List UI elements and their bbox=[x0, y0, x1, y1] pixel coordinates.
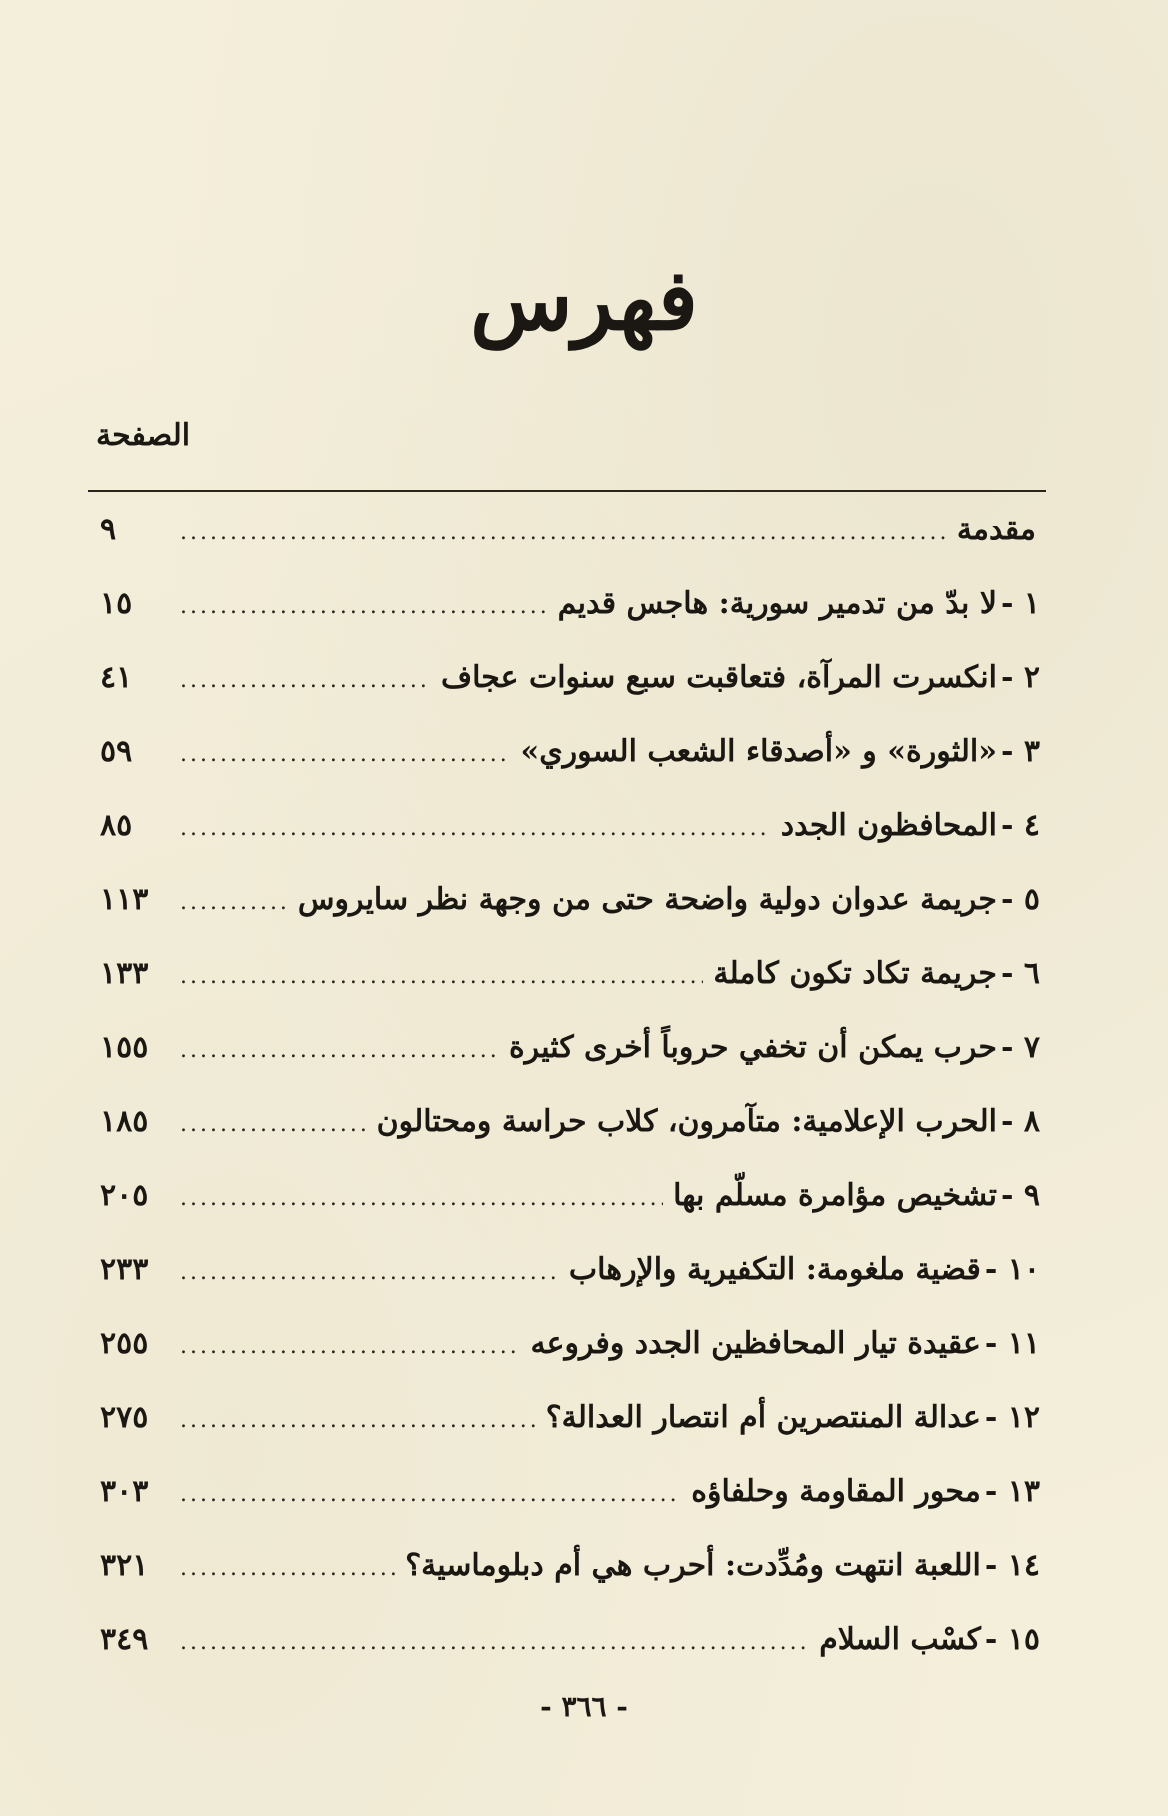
toc-entry-number: ١٣ - bbox=[984, 1474, 1040, 1509]
toc-entry-page: ٨٥ bbox=[100, 808, 133, 843]
toc-entry-page: ١١٣ bbox=[100, 882, 149, 917]
toc-entry-title: جريمة تكاد تكون كاملة bbox=[713, 956, 997, 991]
toc-entry bbox=[100, 586, 1040, 660]
toc-leader-dots bbox=[180, 1556, 395, 1581]
toc-entry bbox=[100, 808, 1040, 882]
toc-leader-dots bbox=[180, 1334, 520, 1359]
toc-entry-title: لا بدّ من تدمير سورية: هاجس قديم bbox=[557, 586, 997, 621]
toc-entry bbox=[100, 1474, 1040, 1548]
toc-entry-page: ١٨٥ bbox=[100, 1104, 149, 1139]
toc-entry bbox=[100, 1400, 1040, 1474]
toc-entry-number: ٩ - bbox=[1000, 1178, 1040, 1213]
toc-entry-page: ٢٣٣ bbox=[100, 1252, 149, 1287]
toc-leader-dots bbox=[180, 594, 548, 619]
toc-entry-number: ٤ - bbox=[1000, 808, 1040, 843]
toc-entry-page: ٥٩ bbox=[100, 734, 133, 769]
toc-entry bbox=[100, 1252, 1040, 1326]
toc-entry-page: ٣٢١ bbox=[100, 1548, 149, 1583]
toc-entry-page: ٢٥٥ bbox=[100, 1326, 149, 1361]
toc-entry bbox=[100, 1326, 1040, 1400]
toc-entry-title: مقدمة bbox=[956, 512, 1036, 547]
toc-entry-number: ١٢ - bbox=[984, 1400, 1040, 1435]
toc-entry-number: ١ - bbox=[1000, 586, 1040, 621]
toc-leader-dots bbox=[180, 1482, 681, 1507]
toc-entry-title: الحرب الإعلامية: متآمرون، كلاب حراسة ومحتالون bbox=[376, 1104, 997, 1139]
toc-entry-title: «الثورة» و «أصدقاء الشعب السوري» bbox=[520, 734, 997, 769]
toc-entry bbox=[100, 660, 1040, 734]
toc-leader-dots bbox=[180, 964, 703, 989]
toc-entry-page: ١٥ bbox=[100, 586, 133, 621]
page-column-label: الصفحة bbox=[96, 418, 191, 453]
toc-entry bbox=[100, 1030, 1040, 1104]
toc-entry bbox=[100, 1178, 1040, 1252]
toc-entry-title: المحافظون الجدد bbox=[780, 808, 997, 843]
page-title: فهرس bbox=[470, 250, 698, 349]
toc-leader-dots bbox=[180, 1186, 663, 1211]
page-number: - ٣٦٦ - bbox=[540, 1690, 628, 1723]
toc-entry-title: قضية ملغومة: التكفيرية والإرهاب bbox=[568, 1252, 981, 1287]
toc-entry-number: ١٠ - bbox=[984, 1252, 1040, 1287]
toc-leader-dots bbox=[180, 890, 288, 915]
toc-entry bbox=[100, 882, 1040, 956]
toc-entry bbox=[100, 1104, 1040, 1178]
toc-entry bbox=[100, 956, 1040, 1030]
toc-leader-dots bbox=[180, 1630, 809, 1655]
table-of-contents bbox=[100, 512, 1040, 1696]
toc-entry bbox=[100, 1548, 1040, 1622]
toc-entry-page: ٢٧٥ bbox=[100, 1400, 149, 1435]
toc-entry-number: ٨ - bbox=[1000, 1104, 1040, 1139]
toc-entry-title: اللعبة انتهت ومُدِّدت: أحرب هي أم دبلوماسية؟ bbox=[405, 1548, 981, 1583]
toc-entry-number: ١٤ - bbox=[984, 1548, 1040, 1583]
toc-entry-title: عدالة المنتصرين أم انتصار العدالة؟ bbox=[545, 1400, 981, 1435]
header-rule bbox=[88, 490, 1046, 492]
toc-entry-number: ٧ - bbox=[1000, 1030, 1040, 1065]
toc-leader-dots bbox=[180, 1260, 559, 1285]
toc-entry-number: ١٥ - bbox=[984, 1622, 1040, 1657]
toc-leader-dots bbox=[180, 1038, 499, 1063]
toc-entry-page: ٩ bbox=[100, 512, 117, 547]
toc-leader-dots bbox=[180, 520, 947, 545]
toc-entry-number: ٦ - bbox=[1000, 956, 1040, 991]
toc-entry bbox=[100, 1622, 1040, 1696]
toc-entry-title: جريمة عدوان دولية واضحة حتى من وجهة نظر سايروس bbox=[297, 882, 997, 917]
toc-entry-number: ٣ - bbox=[1000, 734, 1040, 769]
toc-leader-dots bbox=[180, 1112, 367, 1137]
toc-entry-page: ١٣٣ bbox=[100, 956, 149, 991]
toc-entry-title: كسْب السلام bbox=[819, 1622, 981, 1657]
toc-entry-number: ٢ - bbox=[1000, 660, 1040, 695]
toc-entry bbox=[100, 512, 1040, 586]
toc-entry-page: ٢٠٥ bbox=[100, 1178, 149, 1213]
toc-entry-number: ١١ - bbox=[984, 1326, 1040, 1361]
toc-leader-dots bbox=[180, 1408, 536, 1433]
toc-entry-page: ٣٤٩ bbox=[100, 1622, 149, 1657]
toc-entry-page: ٤١ bbox=[100, 660, 133, 695]
toc-entry-number: ٥ - bbox=[1000, 882, 1040, 917]
toc-entry bbox=[100, 734, 1040, 808]
toc-entry-title: محور المقاومة وحلفاؤه bbox=[691, 1474, 981, 1509]
toc-leader-dots bbox=[180, 742, 510, 767]
toc-entry-title: عقيدة تيار المحافظين الجدد وفروعه bbox=[530, 1326, 981, 1361]
toc-entry-title: تشخيص مؤامرة مسلّم بها bbox=[673, 1178, 997, 1213]
toc-entry-title: انكسرت المرآة، فتعاقبت سبع سنوات عجاف bbox=[441, 660, 997, 695]
toc-leader-dots bbox=[180, 668, 431, 693]
toc-entry-title: حرب يمكن أن تخفي حروباً أخرى كثيرة bbox=[508, 1030, 997, 1065]
toc-entry-page: ٣٠٣ bbox=[100, 1474, 149, 1509]
toc-entry-page: ١٥٥ bbox=[100, 1030, 149, 1065]
toc-leader-dots bbox=[180, 816, 771, 841]
